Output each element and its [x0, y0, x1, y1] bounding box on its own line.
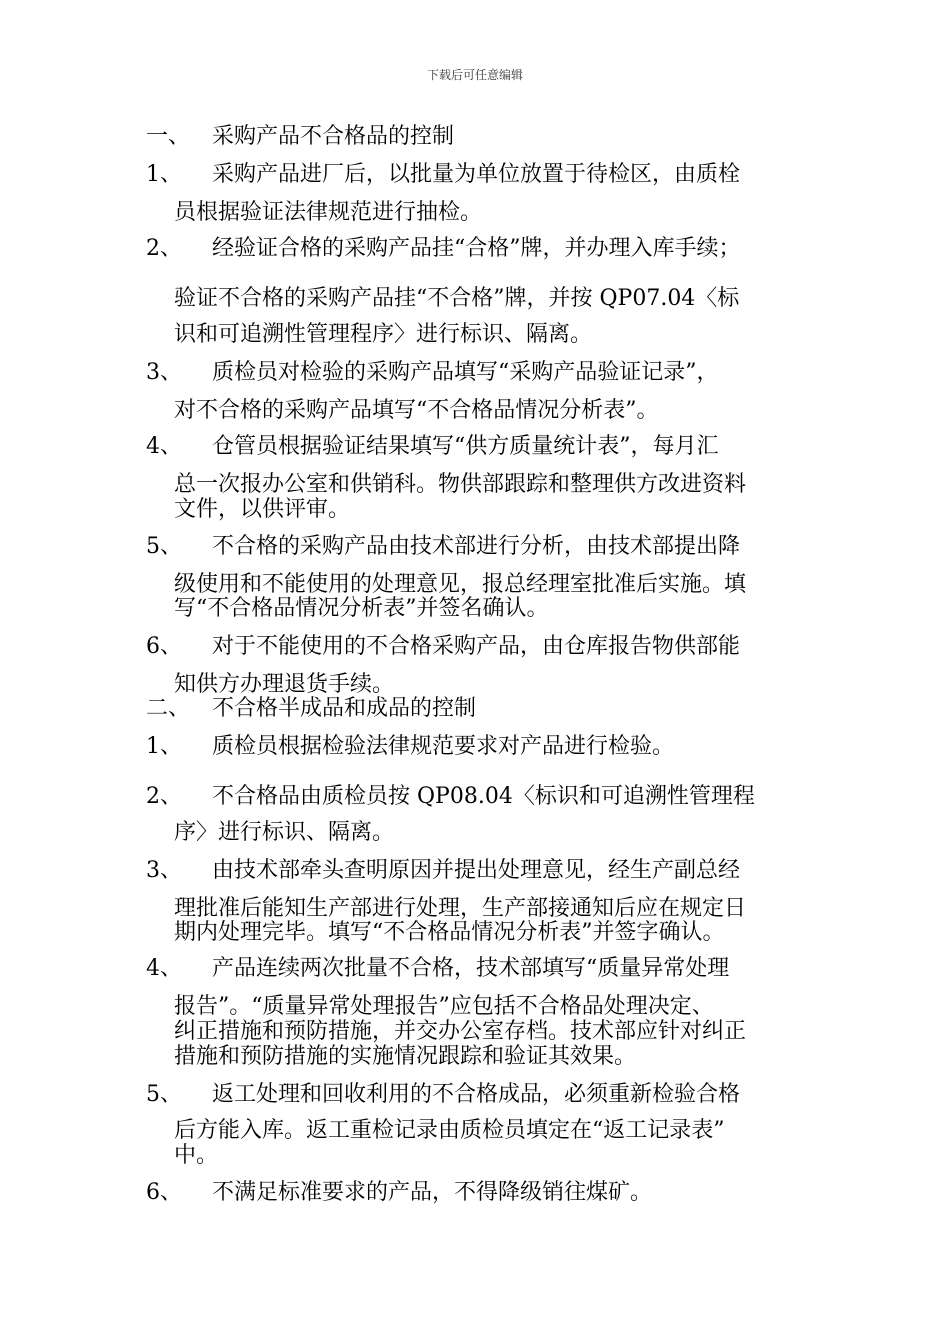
item-2-3-text: 由技术部牵头查明原因并提出处理意见，经生产副总经 — [212, 858, 741, 883]
item-1-2-continuation: 识和可追溯性管理程序〉进行标识、隔离。 — [174, 322, 593, 347]
item-1-1-continuation: 员根据验证法律规范进行抽检。 — [174, 200, 483, 225]
item-2-3-continuation: 理批准后能知生产部进行处理，生产部接通知后应在规定日 — [174, 896, 747, 921]
item-2-5-continuation: 中。 — [174, 1143, 219, 1168]
item-2-3-number: 3、 — [146, 858, 182, 883]
item-2-4-text: 产品连续两次批量不合格，技术部填写“质量异常处理 — [212, 956, 730, 981]
item-2-5-text: 返工处理和回收利用的不合格成品，必须重新检验合格 — [212, 1082, 741, 1107]
item-2-3-continuation: 期内处理完毕。填写“不合格品情况分析表”并签字确认。 — [174, 920, 725, 945]
item-1-2-text: 经验证合格的采购产品挂“合格”牌，并办理入库手续； — [212, 236, 741, 261]
item-1-4-continuation: 总一次报办公室和供销科。物供部跟踪和整理供方改进资料 — [174, 472, 747, 497]
item-2-5-number: 5、 — [146, 1082, 182, 1107]
item-2-6-text: 不满足标准要求的产品，不得降级销往煤矿。 — [212, 1180, 653, 1205]
item-1-4-continuation: 文件，以供评审。 — [174, 497, 351, 522]
item-1-5-number: 5、 — [146, 534, 182, 559]
section-2-number: 二、 — [146, 696, 191, 721]
header-note: 下载后可任意编辑 — [426, 68, 523, 82]
item-2-2-continuation: 序〉进行标识、隔离。 — [174, 820, 395, 845]
item-2-4-continuation: 措施和预防措施的实施情况跟踪和验证其效果。 — [174, 1044, 637, 1069]
item-2-6-number: 6、 — [146, 1180, 182, 1205]
item-2-4-number: 4、 — [146, 956, 182, 981]
section-1-number: 一、 — [146, 124, 191, 149]
item-2-5-continuation: 后方能入库。返工重检记录由质检员填定在“返工记录表” — [174, 1118, 725, 1143]
item-1-6-number: 6、 — [146, 634, 182, 659]
item-2-1-number: 1、 — [146, 734, 182, 759]
item-1-2-continuation: 验证不合格的采购产品挂“不合格”牌，并按 QP07.04〈标 — [174, 286, 740, 311]
item-1-3-text: 质检员对检验的采购产品填写“采购产品验证记录”， — [212, 360, 719, 385]
item-1-5-continuation: 写“不合格品情况分析表”并签名确认。 — [174, 596, 549, 621]
item-1-3-number: 3、 — [146, 360, 182, 385]
item-1-6-text: 对于不能使用的不合格采购产品，由仓库报告物供部能 — [212, 634, 741, 659]
item-2-2-number: 2、 — [146, 784, 182, 809]
item-1-1-number: 1、 — [146, 162, 182, 187]
item-1-4-text: 仓管员根据验证结果填写“供方质量统计表”，每月汇 — [212, 434, 719, 459]
item-2-4-continuation: 报告”。“质量异常处理报告”应包括不合格品处理决定、 — [174, 994, 714, 1019]
item-2-2-text: 不合格品由质检员按 QP08.04〈标识和可追溯性管理程 — [212, 784, 755, 809]
section-1-title: 采购产品不合格品的控制 — [212, 124, 455, 149]
item-1-5-text: 不合格的采购产品由技术部进行分析，由技术部提出降 — [212, 534, 741, 559]
item-2-4-continuation: 纠正措施和预防措施，并交办公室存档。技术部应针对纠正 — [174, 1019, 747, 1044]
item-1-2-number: 2、 — [146, 236, 182, 261]
item-1-1-text: 采购产品进厂后，以批量为单位放置于待检区，由质栓 — [212, 162, 741, 187]
section-2-title: 不合格半成品和成品的控制 — [212, 696, 477, 721]
item-1-5-continuation: 级使用和不能使用的处理意见，报总经理室批准后实施。填 — [174, 572, 747, 597]
item-1-6-continuation: 知供方办理退货手续。 — [174, 672, 395, 697]
item-2-1-text: 质检员根据检验法律规范要求对产品进行检验。 — [212, 734, 675, 759]
item-1-4-number: 4、 — [146, 434, 182, 459]
item-1-3-continuation: 对不合格的采购产品填写“不合格品情况分析表”。 — [174, 398, 659, 423]
